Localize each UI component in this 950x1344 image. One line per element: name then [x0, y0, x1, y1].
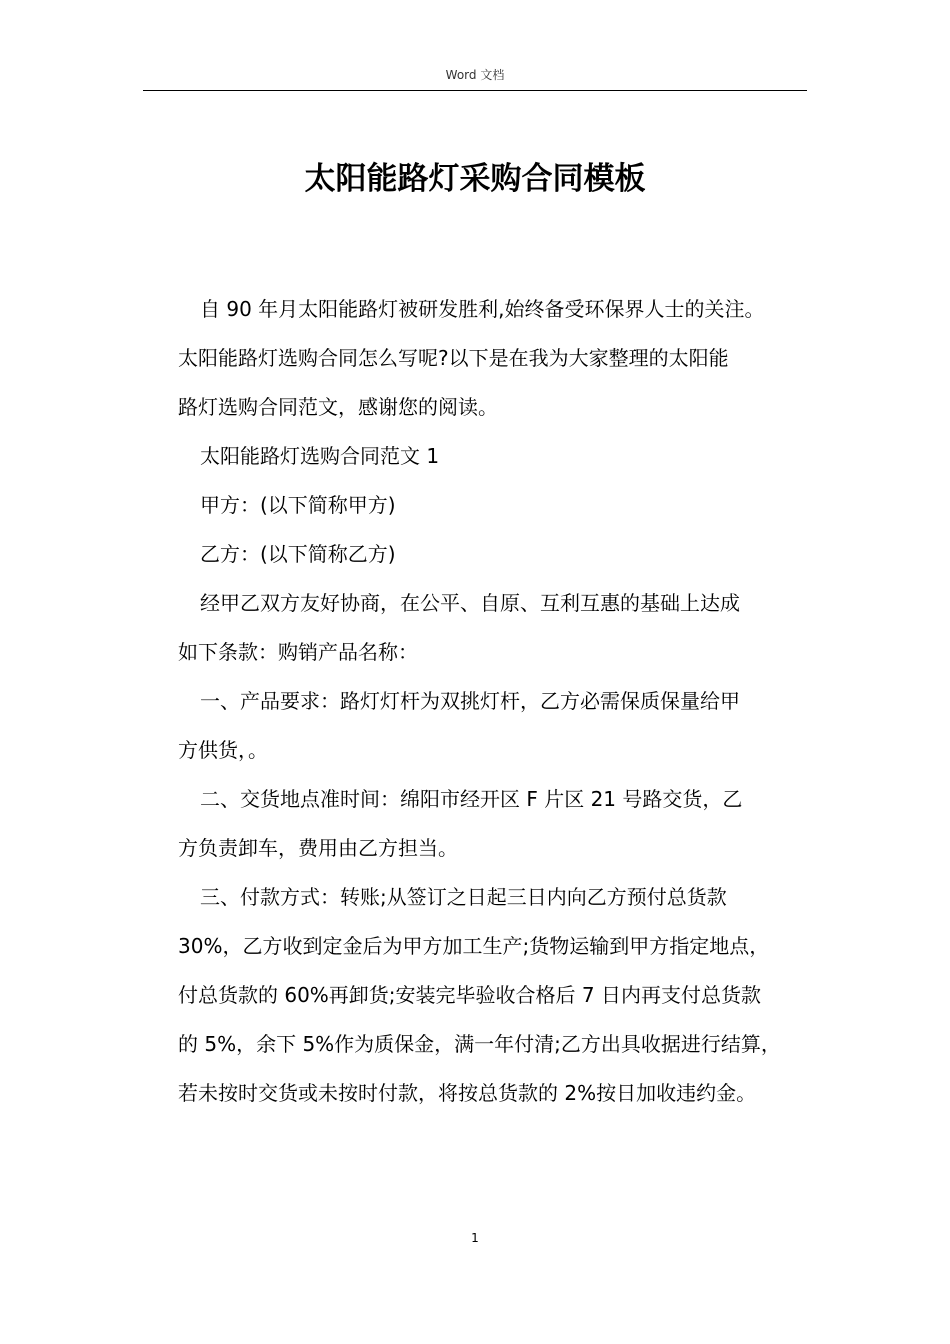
paragraph-agreement	[178, 579, 818, 677]
paragraph-line: 如下条款：购销产品名称：	[178, 640, 418, 664]
paragraph-line: 一、产品要求：路灯灯杆为双挑灯杆，乙方必需保质保量给甲	[200, 689, 740, 713]
page-number: 1	[471, 1231, 479, 1245]
document-body	[178, 285, 818, 1118]
paragraph-line: 若未按时交货或未按时付款，将按总货款的 2%按日加收违约金。	[178, 1081, 757, 1105]
paragraph-line: 三、付款方式：转账;从签订之日起三日内向乙方预付总货款	[200, 885, 727, 909]
paragraph-section-heading	[178, 432, 818, 481]
document-title: 太阳能路灯采购合同模板	[304, 161, 646, 197]
paragraph-line: 30%，乙方收到定金后为甲方加工生产;货物运输到甲方指定地点，	[178, 934, 770, 958]
paragraph-line: 二、交货地点准时间：绵阳市经开区 F 片区 21 号路交货，乙	[200, 787, 743, 811]
paragraph-line: 的 5%，余下 5%作为质保金，满一年付清;乙方出具收据进行结算，	[178, 1032, 781, 1056]
header-text: Word 文档	[445, 68, 505, 82]
paragraph-line: 路灯选购合同范文，感谢您的阅读。	[178, 395, 498, 419]
paragraph-line: 乙方：(以下简称乙方)	[200, 542, 396, 566]
paragraph-line: 太阳能路灯选购合同范文 1	[200, 444, 440, 468]
paragraph-line: 付总货款的 60%再卸货;安装完毕验收合格后 7 日内再支付总货款	[178, 983, 761, 1007]
paragraph-party-a	[178, 481, 818, 530]
paragraph-clause-2	[178, 775, 818, 873]
paragraph-line: 方供货，。	[178, 738, 268, 762]
paragraph-line: 经甲乙双方友好协商，在公平、自原、互利互惠的基础上达成	[200, 591, 740, 615]
page-header	[143, 64, 807, 91]
paragraph-intro	[178, 285, 818, 432]
paragraph-clause-3	[178, 873, 818, 1118]
paragraph-clause-1	[178, 677, 818, 775]
paragraph-line: 太阳能路灯选购合同怎么写呢?以下是在我为大家整理的太阳能	[178, 346, 729, 370]
paragraph-line: 自 90 年月太阳能路灯被研发胜利,始终备受环保界人士的关注。	[200, 297, 765, 321]
paragraph-line: 甲方：(以下简称甲方)	[200, 493, 396, 517]
paragraph-party-b	[178, 530, 818, 579]
paragraph-line: 方负责卸车，费用由乙方担当。	[178, 836, 458, 860]
